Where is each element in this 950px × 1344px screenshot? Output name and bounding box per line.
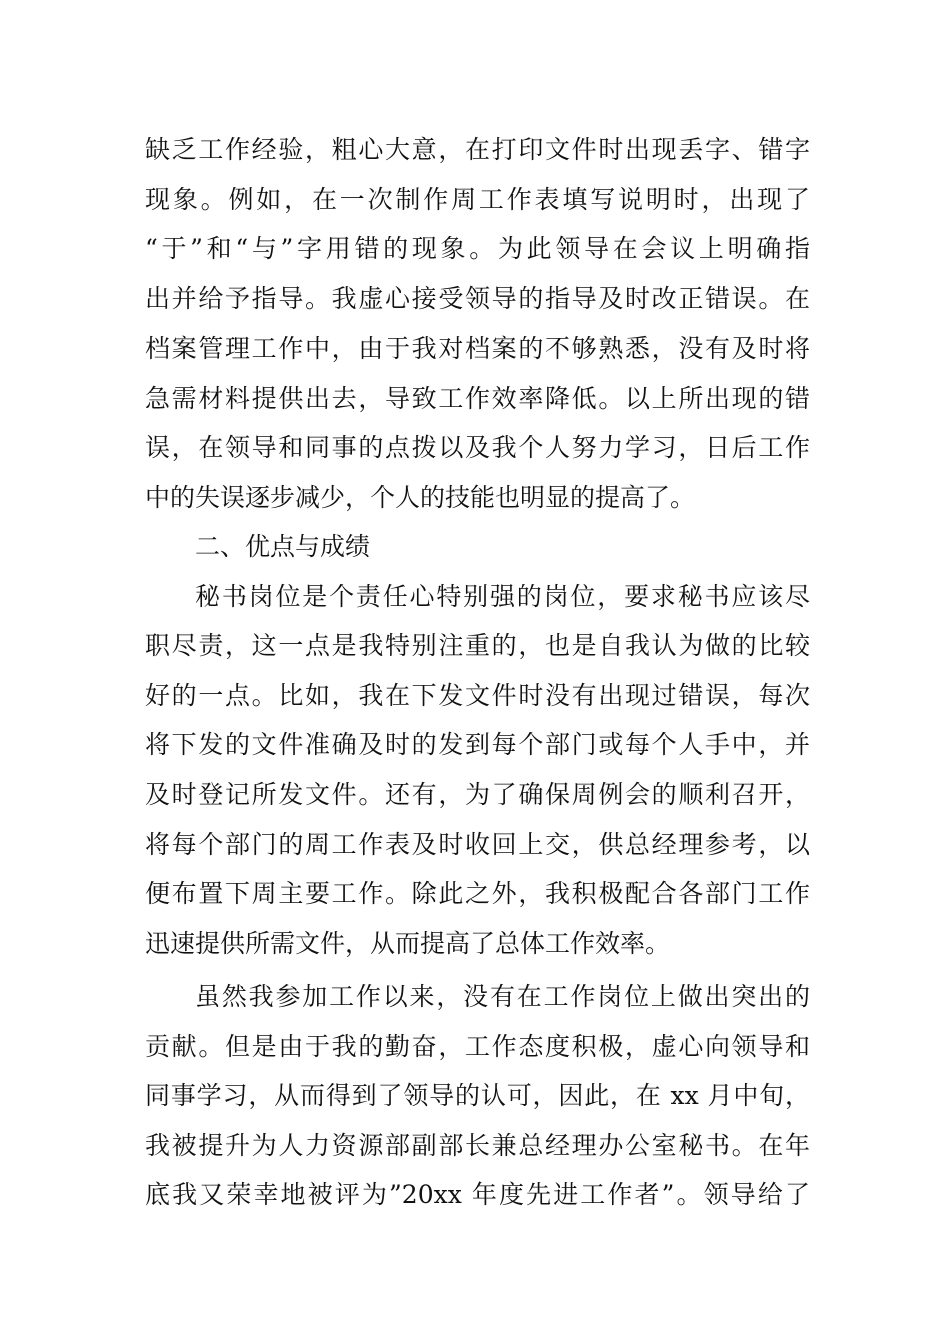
text-line: 将每个部门的周工作表及时收回上交，供总经理参考，以 <box>145 830 810 859</box>
section-heading: 二、优点与成绩 <box>195 532 371 561</box>
text-line: 秘书岗位是个责任心特别强的岗位，要求秘书应该尽 <box>195 582 810 611</box>
text-line: 缺乏工作经验，粗心大意，在打印文件时出现丢字、错字 <box>145 135 810 164</box>
text-line: 虽然我参加工作以来，没有在工作岗位上做出突出的 <box>195 982 810 1011</box>
text-line: 职尽责，这一点是我特别注重的，也是自我认为做的比较 <box>145 631 810 660</box>
text-line: 我被提升为人力资源部副部长兼总经理办公室秘书。在年 <box>145 1131 810 1160</box>
text-line: 将下发的文件准确及时的发到每个部门或每个人手中，并 <box>145 730 810 759</box>
text-line: 底我又荣幸地被评为”20xx 年度先进工作者”。领导给了 <box>145 1180 810 1209</box>
text-line: 中的失误逐步减少，个人的技能也明显的提高了。 <box>145 483 696 512</box>
text-line: 急需材料提供出去，导致工作效率降低。以上所出现的错 <box>145 384 810 413</box>
text-line: “于”和“与”字用错的现象。为此领导在会议上明确指 <box>145 234 810 263</box>
text-line: 同事学习，从而得到了领导的认可，因此，在 xx 月中旬， <box>145 1081 810 1110</box>
text-line: 档案管理工作中，由于我对档案的不够熟悉，没有及时将 <box>145 334 810 363</box>
text-line: 贡献。但是由于我的勤奋，工作态度积极，虚心向领导和 <box>145 1032 810 1061</box>
text-line: 好的一点。比如，我在下发文件时没有出现过错误，每次 <box>145 681 810 710</box>
text-line: 出并给予指导。我虚心接受领导的指导及时改正错误。在 <box>145 284 810 313</box>
text-line: 及时登记所发文件。还有，为了确保周例会的顺利召开， <box>145 780 810 809</box>
text-line: 现象。例如，在一次制作周工作表填写说明时，出现了 <box>145 185 810 214</box>
text-line: 便布置下周主要工作。除此之外，我积极配合各部门工作 <box>145 879 810 908</box>
text-line: 误，在领导和同事的点拨以及我个人努力学习，日后工作 <box>145 433 810 462</box>
text-line: 迅速提供所需文件，从而提高了总体工作效率。 <box>145 929 671 958</box>
